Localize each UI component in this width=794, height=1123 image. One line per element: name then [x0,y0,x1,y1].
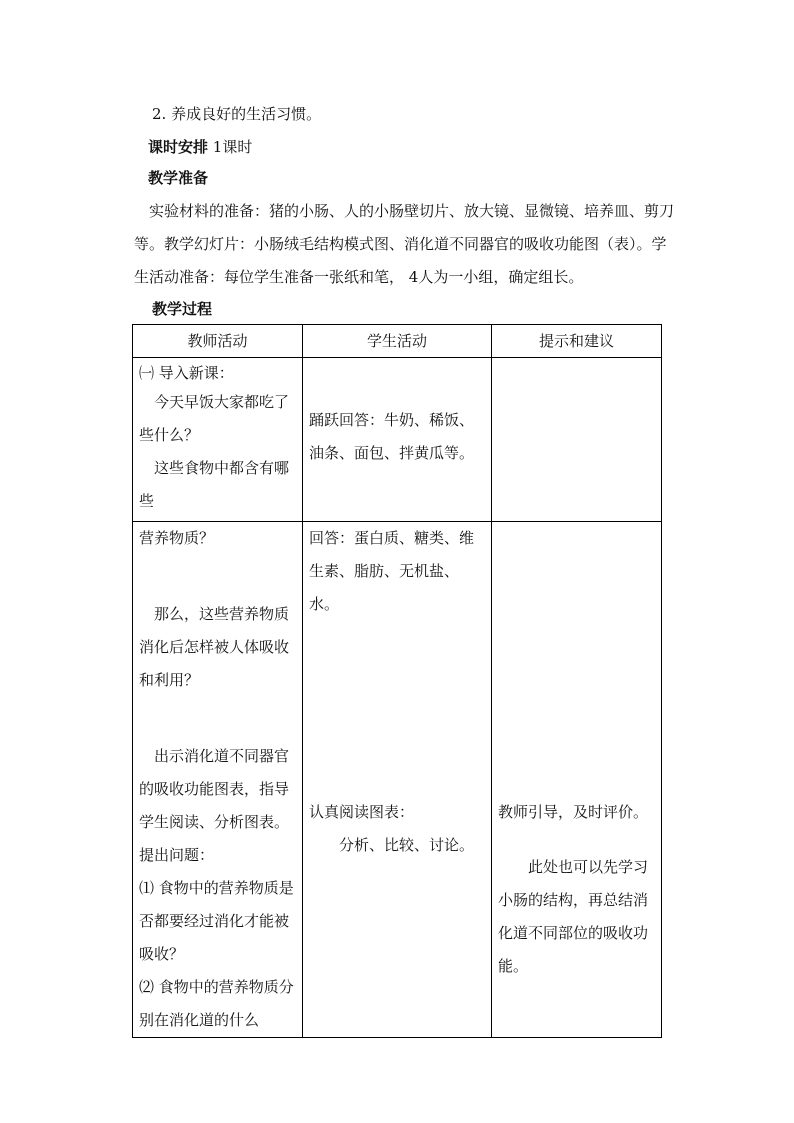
table-row [133,358,662,522]
student-text: 分析、比较、讨论。 [339,836,475,854]
student-text: 认真阅读图表： [309,803,415,821]
header-student: 学生活动 [303,325,492,358]
teacher-text: ㈠ 导入新课： [139,364,234,382]
lesson-table [132,324,662,1038]
row1-teacher [133,358,303,522]
row2-teacher [133,522,303,1038]
row2-student [303,522,492,1038]
row1-tips [492,358,662,522]
student-text: 回答：蛋白质、糖类、维生素、脂肪、无机盐、水。 [309,529,475,613]
header-tips: 提示和建议 [492,325,662,358]
goal-item-2: 2. 养成良好的生活习惯。 [152,105,322,123]
teacher-text: 提出问题： [139,846,215,864]
table-header-row [133,325,662,358]
process-heading: 教学过程 [152,300,213,318]
table-row [133,522,662,1038]
prep-heading: 教学准备 [148,169,209,187]
teacher-text: 营养物质？ [139,529,215,547]
schedule-line [148,137,252,157]
teacher-text: 今天早饭大家都吃了些什么？ [139,393,290,444]
teacher-text: 出示消化道不同器官的吸收功能图表，指导学生阅读、分析图表。 [139,747,290,831]
row1-student [303,358,492,522]
prep-text [134,195,674,294]
schedule-value: 1课时 [208,138,253,156]
row2-tips [492,522,662,1038]
header-teacher: 教师活动 [133,325,303,358]
teacher-text: ⑵ 食物中的营养物质分别在消化道的什么 [139,978,294,1029]
student-text: 踊跃回答：牛奶、稀饭、油条、面包、拌黄瓜等。 [309,411,475,462]
teacher-text: ⑴ 食物中的营养物质是否都要经过消化才能被吸收？ [139,879,294,963]
schedule-label: 课时安排 [148,138,209,156]
tips-text: 教师引导，及时评价。 [498,803,649,821]
tips-text: 此处也可以先学习小肠的结构，再总结消化道不同部位的吸收功能。 [498,858,649,975]
teacher-text: 那么，这些营养物质消化后怎样被人体吸收和利用？ [139,605,290,689]
prep-text-content: 实验材料的准备：猪的小肠、人的小肠壁切片、放大镜、显微镜、培养皿、剪刀等。教学幻灯片：小肠绒毛结构模式图、消化道不同器官的吸收功能图（表）。学生活动准备：每位学生准备一张纸和笔， 4人为一小组，确定组长。 [134,202,675,286]
teacher-text: 这些食物中都含有哪些 [139,459,290,510]
